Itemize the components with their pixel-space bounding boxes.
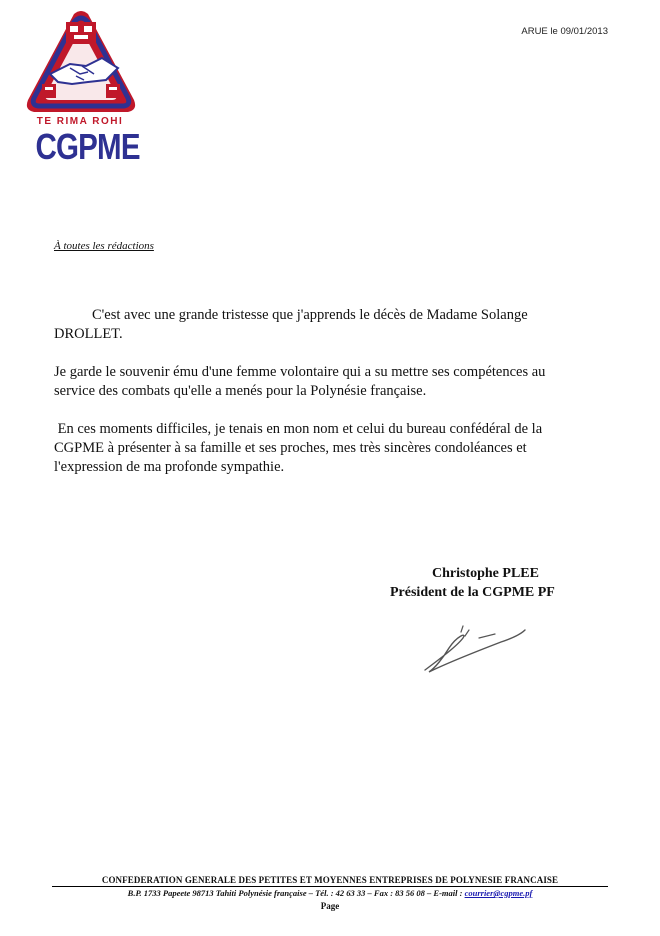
cgpme-logo — [22, 8, 140, 168]
letter-date: ARUE le 09/01/2013 — [521, 26, 608, 37]
footer-page-label: Page — [320, 901, 340, 911]
logo-name: CGPME — [35, 126, 140, 167]
footer-email-link[interactable]: courrier@cgpme.pf — [464, 888, 533, 898]
footer-divider — [52, 886, 608, 887]
body-paragraph: Je garde le souvenir ému d'une femme volontaire qui a su mettre ses compétences au service des combats qu'elle a menés pour la Polynésie française. — [54, 364, 546, 399]
logo-tagline: TE RIMA ROHI — [36, 116, 124, 127]
handwritten-signature — [405, 618, 570, 684]
footer-organization: CONFEDERATION GENERALE DES PETITES ET MOYENNES ENTREPRISES DE POLYNESIE FRANCAISE — [101, 875, 559, 885]
footer-address — [0, 888, 660, 898]
body-paragraph: C'est avec une grande tristesse que j'apprends le décès de Madame Solange DROLLET. — [54, 307, 528, 342]
signature-icon — [405, 618, 570, 684]
recipients-line: À toutes les rédactions — [54, 240, 154, 252]
footer-address-text: B.P. 1733 Papeete 98713 Tahiti Polynésie française – Tél. : 42 63 33 – Fax : 83 56 08 – E-mail : — [127, 888, 465, 898]
signatory-title: Président de la CGPME PF — [390, 585, 555, 600]
letter-body — [54, 306, 574, 496]
logo-emblem-icon — [22, 8, 140, 126]
signatory-name: Christophe PLEE — [432, 566, 539, 581]
body-paragraph: En ces moments difficiles, je tenais en mon nom et celui du bureau confédéral de la CGPME à présenter à sa famille et ses proches, mes très sincères condoléances et l'expression de ma profonde sympathie. — [54, 421, 546, 475]
